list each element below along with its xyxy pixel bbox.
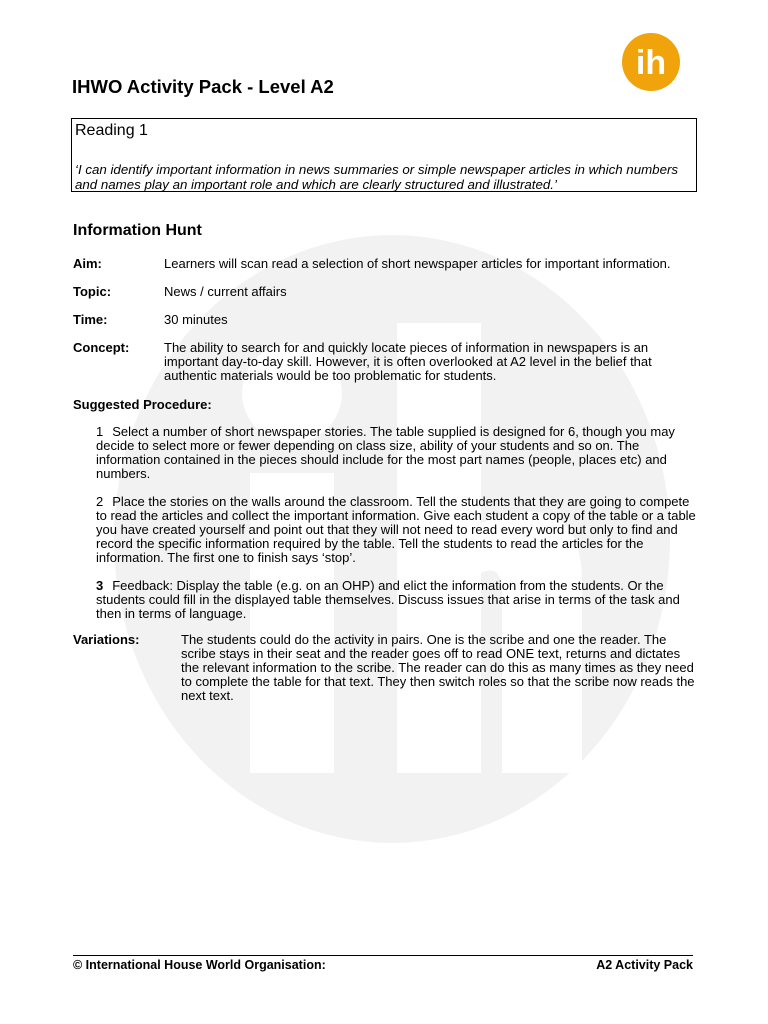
step-text: Feedback: Display the table (e.g. on an OHP) and elict the information from the students. Or the students could fill in the displayed table themselves. Discuss issues that arise in terms of the task and then in terms of language.: [96, 578, 680, 621]
topic-value: News / current affairs: [164, 284, 287, 299]
ih-logo: [622, 33, 680, 91]
procedure-step: [96, 425, 696, 481]
step-number: 3: [96, 578, 104, 593]
procedure-step: [96, 579, 696, 621]
variations-label: Variations:: [73, 632, 140, 647]
step-text: Place the stories on the walls around the classroom. Tell the students that they are going to compete to read the articles and collect the important information. Give each student a copy of the table or a table you have created yourself and point out that they will not need to read every word but only to find and record the specific information required by the table. Tell the students to read the articles for the information. The first one to finish says ‘stop’.: [96, 494, 696, 565]
step-text: Select a number of short newspaper stories. The table supplied is designed for 6, though you may decide to select more or fewer depending on class size, ability of your students and so on. The information contained in the pieces should include for the most part names (people, places etc) and numbers.: [96, 424, 675, 481]
section-title: Information Hunt: [73, 222, 202, 239]
variations-text: The students could do the activity in pairs. One is the scribe and one the reader. The scribe stays in their seat and the reader goes off to read ONE text, returns and dictates the relevant information to the scribe. The reader can do this as many times as they need to complete the table for that text. They then switch roles so that the scribe now reads the next text.: [181, 632, 695, 703]
aim-value: Learners will scan read a selection of short newspaper articles for important information.: [164, 256, 671, 271]
procedure-title: Suggested Procedure:: [73, 397, 212, 412]
step-number: 1: [96, 424, 104, 439]
reading-box: [71, 118, 697, 192]
can-do-statement: ‘I can identify important information in news summaries or simple newspaper articles in which numbers and names play an important role and which are clearly structured and illustrated.’: [75, 162, 679, 192]
footer-pack-name: A2 Activity Pack: [596, 958, 693, 972]
aim-label: Aim:: [73, 256, 102, 271]
concept-value: The ability to search for and quickly locate pieces of information in newspapers is an important day-to-day skill. However, it is often overlooked at A2 level in the belief that authentic materials would be too problematic for students.: [164, 340, 652, 383]
topic-label: Topic:: [73, 284, 112, 299]
logo-text: ih: [635, 44, 667, 82]
time-label: Time:: [73, 312, 108, 327]
footer-copyright: © International House World Organisation:: [73, 958, 326, 972]
concept-label: Concept:: [73, 340, 130, 355]
time-value: 30 minutes: [164, 312, 228, 327]
step-number: 2: [96, 494, 104, 509]
procedure-step: [96, 495, 696, 565]
document-title: IHWO Activity Pack - Level A2: [72, 76, 334, 97]
box-title: Reading 1: [75, 122, 148, 139]
footer-divider: [73, 955, 693, 956]
